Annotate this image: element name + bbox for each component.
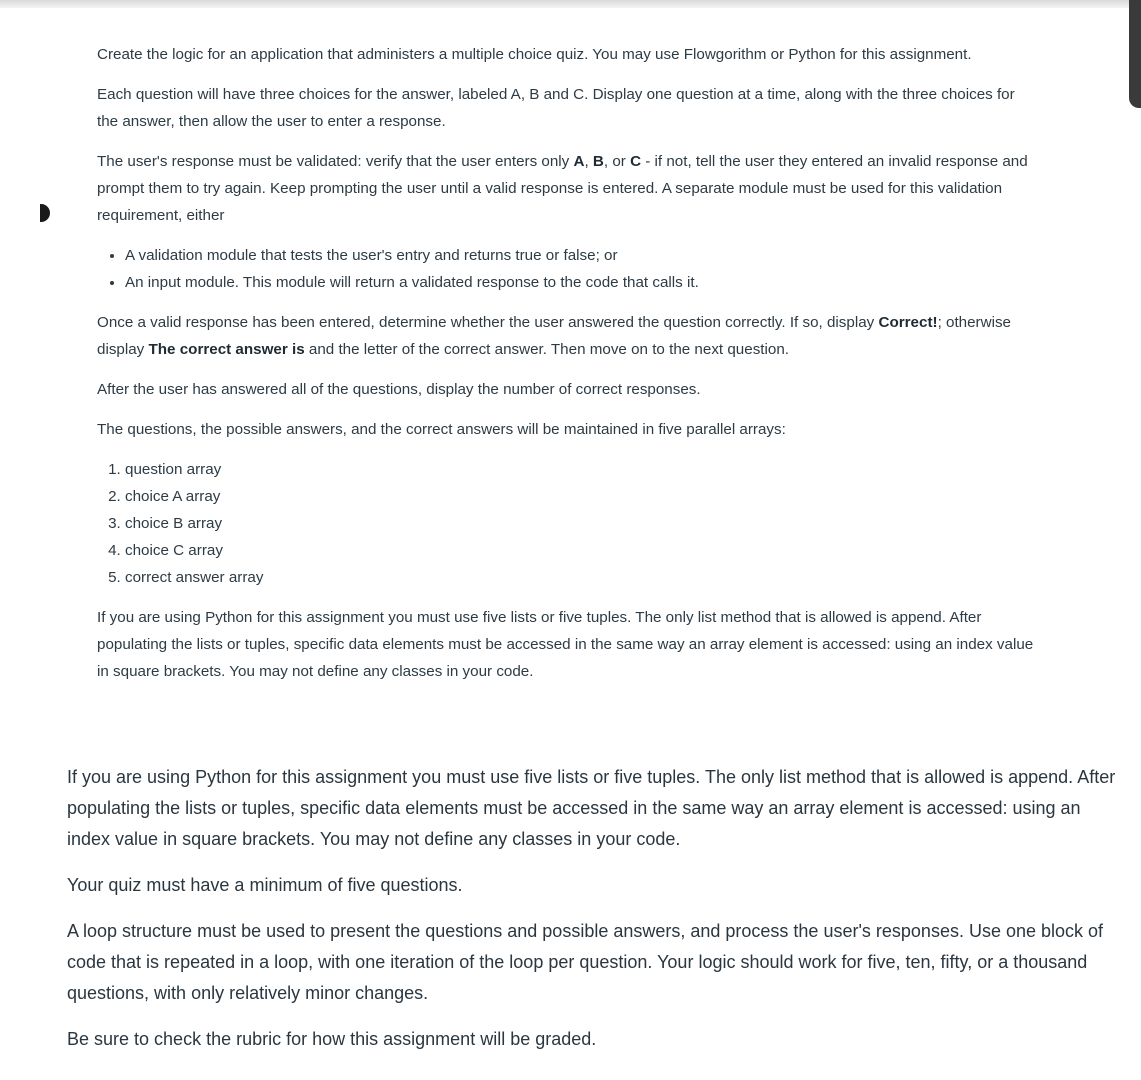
parallel-arrays-list [97, 456, 1037, 591]
python-paragraph-large: If you are using Python for this assignment you must use five lists or five tuples. The only list method that is allowed is append. After populating the lists or tuples, specific data elements must be accessed in the same way an array element is accessed: using an index value in square brackets. You may not define any classes in your code. [67, 767, 1116, 849]
list-item: 3. choice B array [125, 510, 1037, 537]
top-edge [0, 0, 1141, 8]
loop-paragraph: A loop structure must be used to present the questions and possible answers, and process the user's responses. Use one block of code that is repeated in a loop, with one iteration of the loop per question. Your logic should work for five, ten, fifty, or a thousand questions, with only relatively minor changes. [67, 921, 1104, 1003]
intro-paragraph: Create the logic for an application that administers a multiple choice quiz. You may use Flowgorithm or Python for this assignment. [97, 46, 972, 63]
list-item: 2. choice A array [125, 483, 1037, 510]
list-item: 4. choice C array [125, 537, 1037, 564]
expand-arrow-icon[interactable] [40, 204, 50, 222]
assignment-instructions-zoomed [67, 762, 1122, 1070]
list-item: 5. correct answer array [125, 564, 1037, 591]
rubric-paragraph: Be sure to check the rubric for how this assignment will be graded. [67, 1029, 597, 1049]
after-paragraph: After the user has answered all of the questions, display the number of correct responses. [97, 381, 701, 398]
list-item: 1. question array [125, 456, 1037, 483]
module-options-list [97, 242, 1037, 296]
list-item: • A validation module that tests the user's entry and returns true or false; or [125, 242, 1037, 269]
minimum-paragraph: Your quiz must have a minimum of five questions. [67, 875, 463, 895]
correct-answer-paragraph: Once a valid response has been entered, determine whether the user answered the question correctly. If so, display Correct!; otherwise display The correct answer is and the letter of the correct answer. Then move on to the next question. [97, 314, 1012, 358]
validation-paragraph: The user's response must be validated: verify that the user enters only A, B, or C - if not, tell the user they entered an invalid response and prompt them to try again. Keep prompting the user until a valid response is entered. A separate module must be used for this validation requirement, either [97, 153, 1028, 224]
choices-paragraph: Each question will have three choices for the answer, labeled A, B and C. Display one question at a time, along with the three choices for the answer, then allow the user to enter a response. [97, 86, 1015, 130]
list-item: • An input module. This module will return a validated response to the code that calls it. [125, 269, 1037, 296]
python-paragraph: If you are using Python for this assignment you must use five lists or five tuples. The only list method that is allowed is append. After populating the lists or tuples, specific data elements must be accessed in the same way an array element is accessed: using an index value in square brackets. You may not define any classes in your code. [97, 609, 1034, 680]
scrollbar-thumb[interactable] [1129, 0, 1141, 108]
arrays-paragraph: The questions, the possible answers, and the correct answers will be maintained in five parallel arrays: [97, 421, 786, 438]
assignment-instructions [97, 41, 1037, 698]
